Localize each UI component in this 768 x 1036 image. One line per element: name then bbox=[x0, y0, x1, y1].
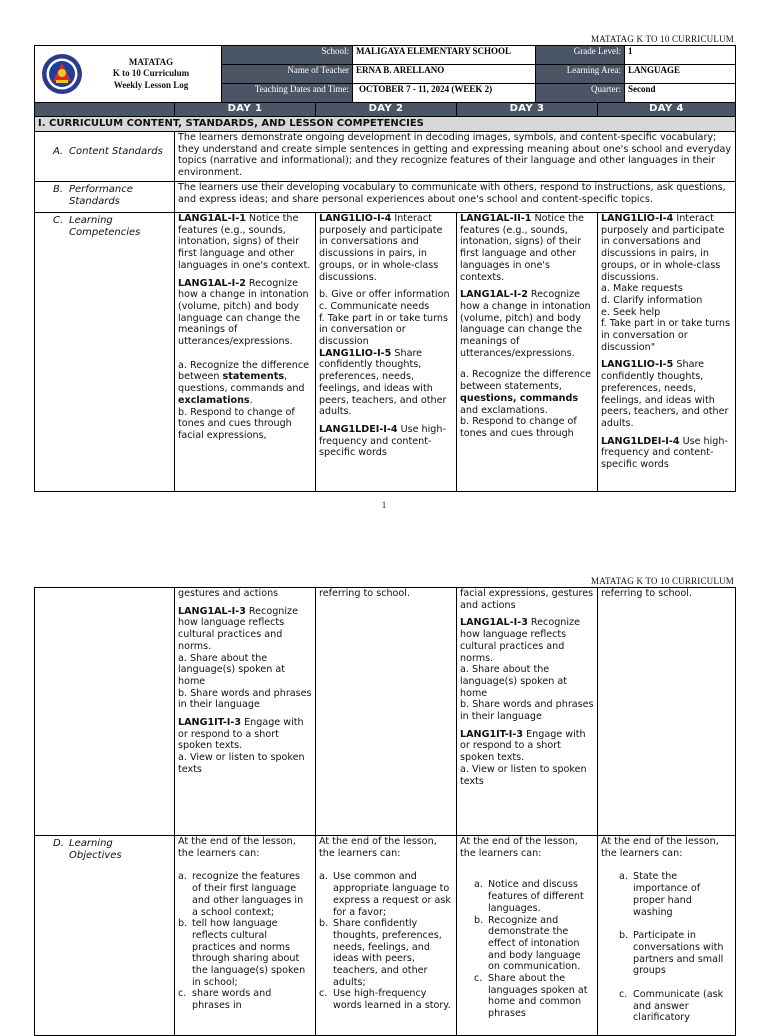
day2-objectives: At the end of the lesson, the learners can: a. Use common and appropriate language to express a request or ask for a favor; b. Share confidently thoughts, preferences, needs, feelings, and ideas with peers, teachers, and other adults; c. Use high-frequency words learned in a story. bbox=[316, 836, 457, 1036]
school-label: School: bbox=[222, 46, 353, 65]
objective-text: State the importance of proper hand washing bbox=[633, 871, 701, 918]
deped-seal-icon bbox=[41, 53, 83, 95]
school-value: MALIGAYA ELEMENTARY SCHOOL bbox=[353, 46, 536, 65]
objective-text: Communicate (ask and answer clarificatory bbox=[633, 989, 724, 1024]
objective-item bbox=[319, 918, 453, 988]
performance-standards-text: The learners use their developing vocabulary to communicate with others, respond to instructions, ask questions, and express ideas; and share personal experiences about one's school and content-specific topics. bbox=[175, 182, 736, 213]
grade-value: 1 bbox=[625, 46, 736, 65]
page-1 bbox=[0, 0, 768, 515]
running-header: MATATAG K TO 10 CURRICULUM bbox=[591, 34, 734, 44]
title-block bbox=[35, 46, 222, 103]
objective-item bbox=[319, 988, 453, 1011]
teacher-value: ERNA B. ARELLANO bbox=[353, 65, 536, 84]
day1-competencies: LANG1AL-I-1 Notice the features (e.g., sounds, intonation, signs) of their first language and other languages in one's context. LANG1AL-I-2 Recognize how a change in intonation (volume, pitch) and body language can change the meanings of utterances/expressions. a. Recognize the difference between statements, questions, commands and exclamations. b. Respond to change of tones and cues through facial expressions, bbox=[175, 213, 316, 492]
day3-competencies: LANG1AL-II-1 Notice the features (e.g., sounds, intonation, signs) of their first language and other languages in one's contexts. LANG1AL-I-2 Recognize how a change in intonation (volume, pitch) and body language can change the meanings of utterances/expressions. a. Recognize the difference between statements, questions, commands and exclamations. b. Respond to change of tones and cues through bbox=[457, 213, 598, 492]
competencies-continued-label bbox=[35, 588, 175, 836]
objective-text: tell how language reflects cultural practices and norms through sharing about the language(s) spoken in school; bbox=[192, 918, 306, 988]
day1-competencies-continued: gestures and actions LANG1AL-I-3 Recognize how language reflects cultural practices and norms. a. Share about the language(s) spoken at home b. Share words and phrases in their language LANG1IT-I-3 Engage with or respond to a short spoken texts. a. View or listen to spoken texts bbox=[175, 588, 316, 836]
objective-marker: a. bbox=[474, 879, 483, 891]
day3-objectives-list bbox=[460, 879, 594, 1019]
objective-marker: a. bbox=[319, 871, 328, 883]
quarter-value: Second bbox=[625, 84, 736, 103]
objective-item bbox=[178, 871, 312, 918]
day1-objectives: At the end of the lesson, the learners can: a. recognize the features of their first language and other languages in a school context; b. tell how language reflects cultural practices and norms through sharing about the language(s) spoken in school; c. share words and phrases in bbox=[175, 836, 316, 1036]
running-header-2: MATATAG K TO 10 CURRICULUM bbox=[591, 576, 734, 586]
header-info-table bbox=[34, 45, 736, 103]
objective-text: recognize the features of their first language and other languages in a school context; bbox=[192, 871, 304, 918]
day-header-blank bbox=[35, 103, 175, 117]
section-title: I. CURRICULUM CONTENT, STANDARDS, AND LESSON COMPETENCIES bbox=[35, 117, 736, 132]
day1-objectives-list bbox=[178, 871, 312, 1011]
objective-marker: b. bbox=[474, 914, 484, 926]
quarter-label: Quarter: bbox=[536, 84, 625, 103]
grade-label: Grade Level: bbox=[536, 46, 625, 65]
objective-marker: c. bbox=[178, 988, 187, 1000]
title-line-1: MATATAG bbox=[128, 57, 174, 68]
lesson-log-table bbox=[34, 102, 736, 492]
dates-label: Teaching Dates and Time: bbox=[222, 84, 353, 103]
area-value: LANGUAGE bbox=[625, 65, 736, 84]
lesson-log-table-continued bbox=[34, 587, 736, 1036]
objective-text: Participate in conversations with partners and small groups bbox=[633, 930, 724, 977]
page-number: 1 bbox=[381, 500, 387, 510]
objective-text: Use high-frequency words learned in a story. bbox=[333, 988, 451, 1012]
objective-marker: a. bbox=[178, 871, 187, 883]
objective-item bbox=[474, 879, 594, 914]
objective-marker: c. bbox=[619, 989, 628, 1001]
objective-marker: a. bbox=[619, 871, 628, 883]
day4-objectives-list bbox=[601, 871, 732, 1024]
objective-item bbox=[474, 973, 594, 1020]
objective-item bbox=[619, 871, 732, 918]
day3-objectives: At the end of the lesson, the learners can: a. Notice and discuss features of different languages. b. Recognize and demonstrate the effect of intonation and body language on communication. c. Share about the languages spoken at home and common phrases bbox=[457, 836, 598, 1036]
day-header-4: DAY 4 bbox=[598, 103, 736, 117]
objective-marker: c. bbox=[319, 988, 328, 1000]
day-header-1: DAY 1 bbox=[175, 103, 316, 117]
objective-text: share words and phrases in bbox=[192, 988, 272, 1012]
page-2 bbox=[0, 560, 768, 1024]
objective-text: Share confidently thoughts, preferences, needs, feelings, and ideas with peers, teachers, and other adults; bbox=[333, 918, 442, 988]
objective-item bbox=[178, 988, 312, 1011]
objective-text: Share about the languages spoken at home and common phrases bbox=[488, 973, 588, 1020]
title-line-3: Weekly Lesson Log bbox=[113, 79, 189, 90]
objective-text: Use common and appropriate language to express a request or ask for a favor; bbox=[333, 871, 451, 918]
objective-item bbox=[474, 915, 594, 974]
objective-item bbox=[319, 871, 453, 918]
objective-marker: c. bbox=[474, 973, 483, 985]
day4-objectives: At the end of the lesson, the learners can: a. State the importance of proper hand washing b. Participate in conversations with partners and small groups c. Communicate (ask and answer clarificatory bbox=[598, 836, 736, 1036]
day-header-3: DAY 3 bbox=[457, 103, 598, 117]
objective-marker: b. bbox=[319, 918, 329, 930]
day-header-2: DAY 2 bbox=[316, 103, 457, 117]
content-standards-text: The learners demonstrate ongoing development in decoding images, symbols, and content-specific vocabulary; they understand and create simple sentences in getting and expressing meaning about one's school and everyday topics (narrative and informational); and they recognize features of their language and other languages in their environment. bbox=[175, 132, 736, 182]
objective-marker: b. bbox=[619, 930, 629, 942]
objective-text: Notice and discuss features of different languages. bbox=[488, 879, 584, 914]
learning-objectives-label: D. Learning Objectives bbox=[35, 836, 175, 1036]
content-standards-label: A. Content Standards bbox=[35, 132, 175, 182]
objective-text: Recognize and demonstrate the effect of intonation and body language on communication. bbox=[488, 914, 581, 973]
day4-competencies: LANG1LIO-I-4 Interact purposely and participate in conversations and discussions in pairs, in groups, or in whole-class discussions. a. Make requests d. Clarify information e. Seek help f. Take part in or take turns in conversation or discussion" LANG1LIO-I-5 Share confidently thoughts, preferences, needs, feelings, and ideas with peers, teachers, and other adults. LANG1LDEI-I-4 Use high-frequency and content-specific words bbox=[598, 213, 736, 492]
objective-marker: b. bbox=[178, 918, 188, 930]
objective-item bbox=[178, 918, 312, 988]
performance-standards-label: B. Performance Standards bbox=[35, 182, 175, 213]
learning-competencies-label: C. Learning Competencies bbox=[35, 213, 175, 492]
title-line-2: K to 10 Curriculum bbox=[112, 68, 190, 79]
teacher-label: Name of Teacher bbox=[222, 65, 353, 84]
day2-competencies-continued: referring to school. bbox=[316, 588, 457, 836]
day2-objectives-list bbox=[319, 871, 453, 1011]
objective-item bbox=[619, 930, 732, 977]
dates-value: OCTOBER 7 - 11, 2024 (WEEK 2) bbox=[353, 84, 536, 103]
day4-competencies-continued: referring to school. bbox=[598, 588, 736, 836]
area-label: Learning Area: bbox=[536, 65, 625, 84]
day3-competencies-continued: facial expressions, gestures and actions LANG1AL-I-3 Recognize how language reflects cultural practices and norms. a. Share about the language(s) spoken at home b. Share words and phrases in their language LANG1IT-I-3 Engage with or respond to a short spoken texts. a. View or listen to spoken texts bbox=[457, 588, 598, 836]
objective-item bbox=[619, 989, 732, 1024]
day2-competencies: LANG1LIO-I-4 Interact purposely and participate in conversations and discussions in pairs, in groups, or in whole-class discussions. b. Give or offer information c. Communicate needs f. Take part in or take turns in conversation or discussion LANG1LIO-I-5 Share confidently thoughts, preferences, needs, feelings, and ideas with peers, teachers, and other adults. LANG1LDEI-I-4 Use high-frequency and content-specific words bbox=[316, 213, 457, 492]
